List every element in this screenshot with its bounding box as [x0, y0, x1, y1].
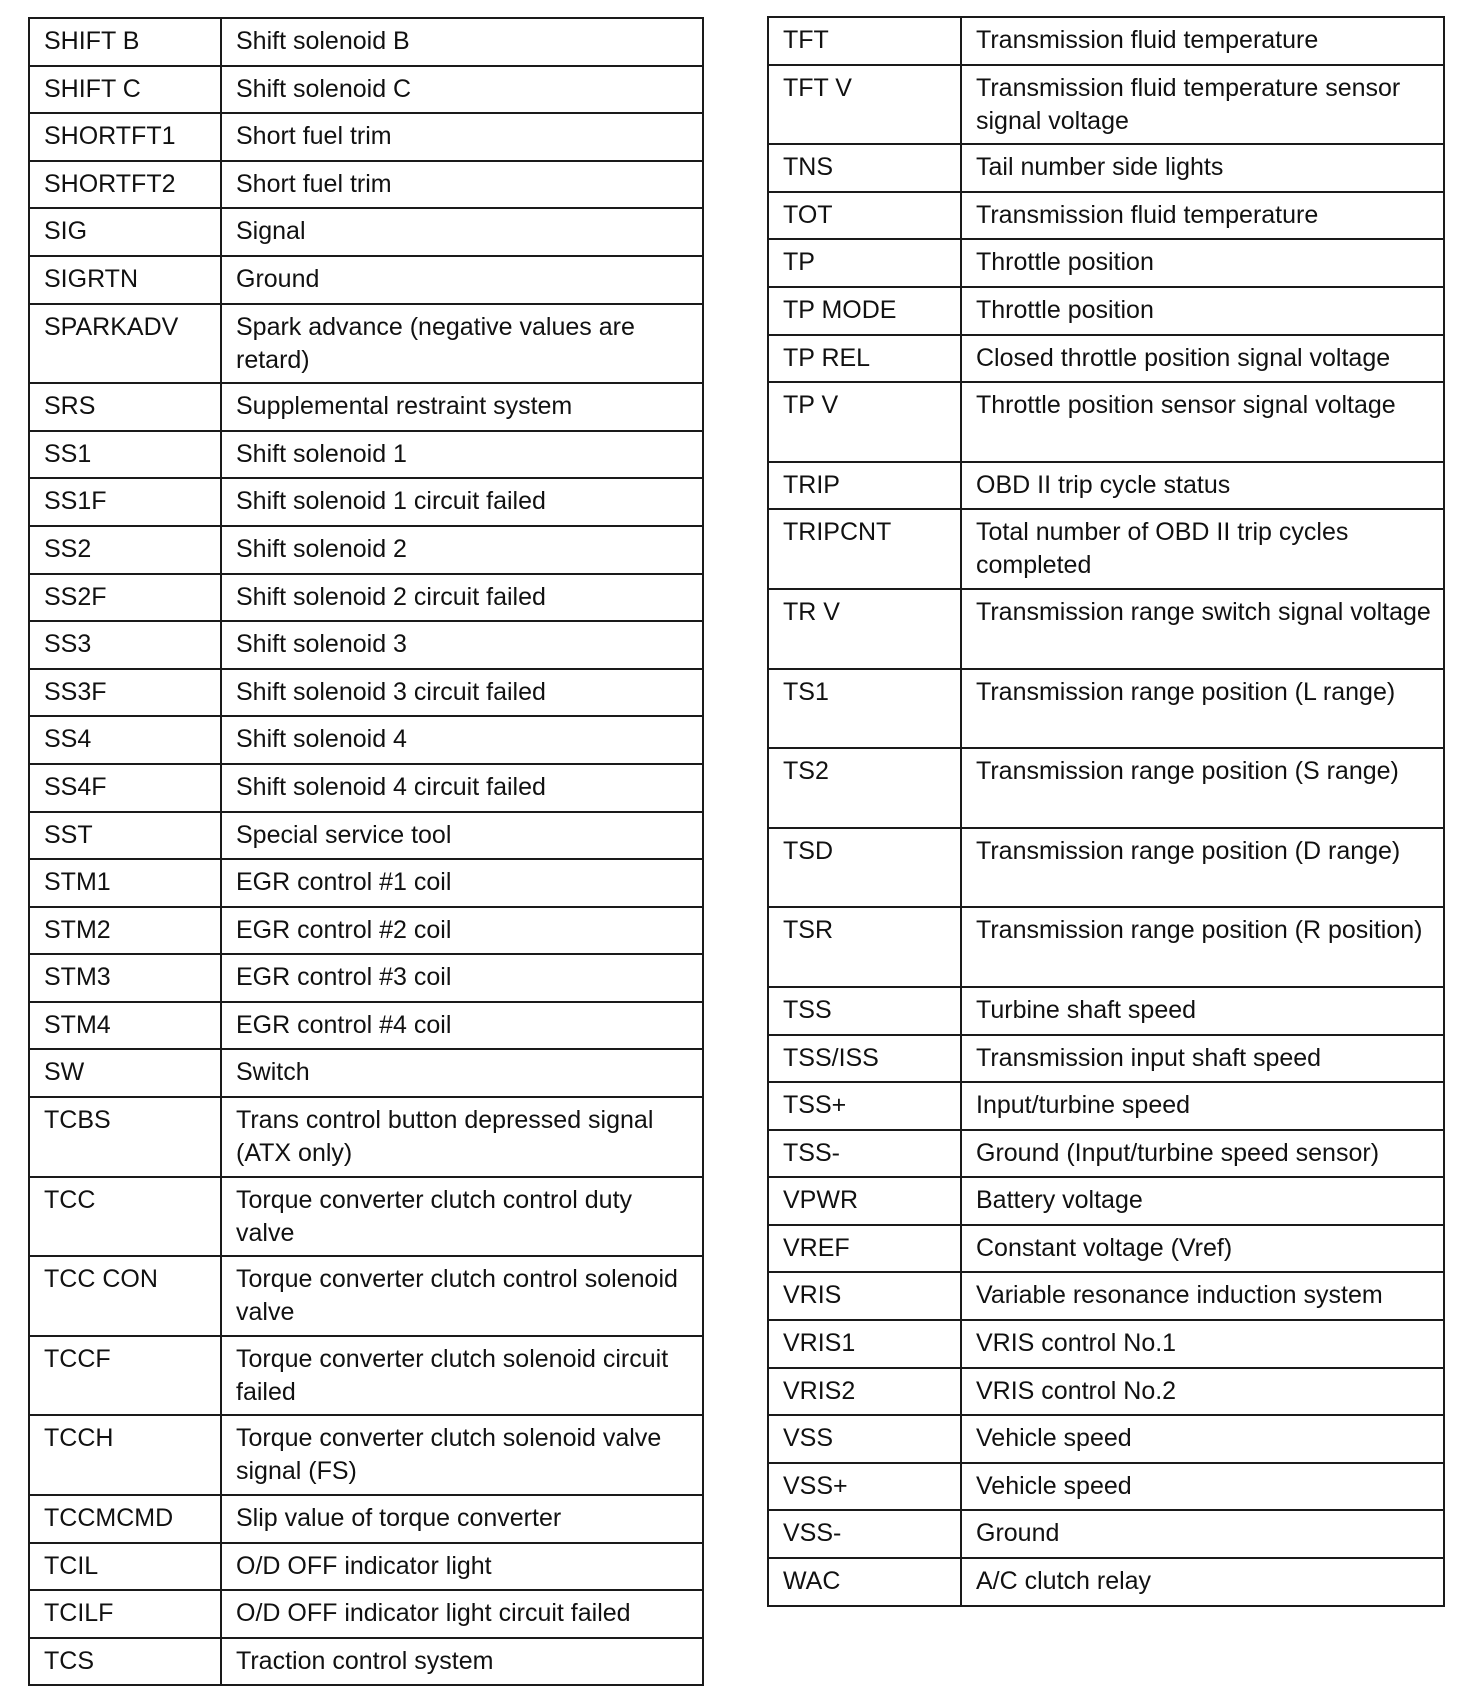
abbreviation-cell: TCCF: [29, 1336, 221, 1416]
table-row: [29, 478, 703, 526]
abbreviation-cell: SHIFT C: [29, 66, 221, 114]
definition-cell: VRIS control No.2: [961, 1368, 1444, 1416]
definition-cell: Transmission input shaft speed: [961, 1035, 1444, 1083]
table-row: [29, 208, 703, 256]
table-row: [29, 431, 703, 479]
table-row: [768, 509, 1444, 589]
definition-cell: Torque converter clutch solenoid valve signal (FS): [221, 1415, 703, 1495]
definition-cell: Torque converter clutch control duty valve: [221, 1177, 703, 1257]
definition-cell: EGR control #3 coil: [221, 954, 703, 1002]
table-row: [29, 574, 703, 622]
table-row: [768, 1035, 1444, 1083]
abbreviation-cell: TCCMCMD: [29, 1495, 221, 1543]
table-row: [768, 987, 1444, 1035]
table-row: [29, 812, 703, 860]
abbreviation-cell: TS2: [768, 748, 961, 828]
abbreviation-cell: TNS: [768, 144, 961, 192]
definition-cell: Shift solenoid 4: [221, 716, 703, 764]
definition-cell: Special service tool: [221, 812, 703, 860]
table-row: [29, 1590, 703, 1638]
abbreviation-cell: TSR: [768, 907, 961, 987]
table-row: [29, 1097, 703, 1177]
definition-cell: VRIS control No.1: [961, 1320, 1444, 1368]
table-row: [29, 859, 703, 907]
abbreviation-cell: TP REL: [768, 335, 961, 383]
table-row: [768, 1415, 1444, 1463]
table-row: [29, 66, 703, 114]
table-row: [29, 161, 703, 209]
definition-cell: Transmission fluid temperature: [961, 192, 1444, 240]
table-row: [768, 382, 1444, 462]
abbreviation-cell: STM2: [29, 907, 221, 955]
abbreviation-cell: VSS+: [768, 1463, 961, 1511]
definition-cell: Switch: [221, 1049, 703, 1097]
table-row: [768, 669, 1444, 749]
table-row: [29, 1336, 703, 1416]
abbreviation-cell: TOT: [768, 192, 961, 240]
definition-cell: Battery voltage: [961, 1177, 1444, 1225]
left-table-body: [29, 18, 703, 1685]
definition-cell: Ground: [221, 256, 703, 304]
table-row: [29, 1049, 703, 1097]
definition-cell: Shift solenoid 3: [221, 621, 703, 669]
table-row: [768, 1510, 1444, 1558]
table-row: [768, 462, 1444, 510]
abbreviation-cell: TP MODE: [768, 287, 961, 335]
definition-cell: Shift solenoid 2: [221, 526, 703, 574]
abbreviation-cell: VPWR: [768, 1177, 961, 1225]
definition-cell: Transmission range position (D range): [961, 828, 1444, 908]
table-row: [29, 1495, 703, 1543]
table-row: [768, 17, 1444, 65]
table-row: [768, 1130, 1444, 1178]
definition-cell: Ground: [961, 1510, 1444, 1558]
definition-cell: Throttle position: [961, 287, 1444, 335]
right-table-body: [768, 17, 1444, 1606]
table-row: [768, 1177, 1444, 1225]
abbreviation-cell: TP V: [768, 382, 961, 462]
abbreviation-cell: TFT: [768, 17, 961, 65]
table-row: [29, 1638, 703, 1686]
abbreviation-cell: TCC CON: [29, 1256, 221, 1336]
definition-cell: Ground (Input/turbine speed sensor): [961, 1130, 1444, 1178]
abbreviation-cell: TCILF: [29, 1590, 221, 1638]
definition-cell: Shift solenoid 4 circuit failed: [221, 764, 703, 812]
definition-cell: Variable resonance induction system: [961, 1272, 1444, 1320]
table-row: [29, 954, 703, 1002]
abbreviation-cell: SHORTFT2: [29, 161, 221, 209]
definition-cell: Vehicle speed: [961, 1463, 1444, 1511]
table-row: [29, 907, 703, 955]
table-row: [768, 65, 1444, 145]
abbreviation-cell: SHIFT B: [29, 18, 221, 66]
definition-cell: Signal: [221, 208, 703, 256]
abbreviation-cell: TP: [768, 239, 961, 287]
abbreviation-cell: SS4F: [29, 764, 221, 812]
definition-cell: Transmission range switch signal voltage: [961, 589, 1444, 669]
definition-cell: Turbine shaft speed: [961, 987, 1444, 1035]
abbreviation-cell: TS1: [768, 669, 961, 749]
definition-cell: O/D OFF indicator light circuit failed: [221, 1590, 703, 1638]
abbreviation-cell: TCIL: [29, 1543, 221, 1591]
table-row: [29, 1543, 703, 1591]
abbreviation-cell: WAC: [768, 1558, 961, 1606]
abbreviation-cell: SIGRTN: [29, 256, 221, 304]
definition-cell: OBD II trip cycle status: [961, 462, 1444, 510]
definition-cell: EGR control #1 coil: [221, 859, 703, 907]
table-row: [29, 1177, 703, 1257]
abbreviation-cell: SS2F: [29, 574, 221, 622]
table-row: [768, 144, 1444, 192]
table-row: [768, 192, 1444, 240]
table-row: [768, 1320, 1444, 1368]
table-row: [29, 256, 703, 304]
table-row: [29, 764, 703, 812]
abbreviation-cell: TR V: [768, 589, 961, 669]
definition-cell: Shift solenoid B: [221, 18, 703, 66]
definition-cell: Vehicle speed: [961, 1415, 1444, 1463]
definition-cell: Shift solenoid C: [221, 66, 703, 114]
definition-cell: Shift solenoid 3 circuit failed: [221, 669, 703, 717]
table-row: [768, 907, 1444, 987]
abbreviation-cell: TSS: [768, 987, 961, 1035]
definition-cell: Total number of OBD II trip cycles completed: [961, 509, 1444, 589]
abbreviation-cell: TRIPCNT: [768, 509, 961, 589]
abbreviation-cell: STM3: [29, 954, 221, 1002]
definition-cell: Torque converter clutch control solenoid valve: [221, 1256, 703, 1336]
abbreviation-cell: TCS: [29, 1638, 221, 1686]
definition-cell: O/D OFF indicator light: [221, 1543, 703, 1591]
abbreviation-cell: SS4: [29, 716, 221, 764]
abbreviation-cell: VREF: [768, 1225, 961, 1273]
table-row: [29, 304, 703, 384]
table-row: [29, 526, 703, 574]
definition-cell: Shift solenoid 1: [221, 431, 703, 479]
definition-cell: Shift solenoid 1 circuit failed: [221, 478, 703, 526]
abbreviation-cell: VRIS: [768, 1272, 961, 1320]
table-row: [768, 589, 1444, 669]
table-row: [768, 1272, 1444, 1320]
abbreviation-cell: SPARKADV: [29, 304, 221, 384]
definition-cell: Tail number side lights: [961, 144, 1444, 192]
table-row: [29, 669, 703, 717]
abbreviation-cell: SS3: [29, 621, 221, 669]
definition-cell: EGR control #2 coil: [221, 907, 703, 955]
abbreviation-cell: VSS-: [768, 1510, 961, 1558]
abbreviation-cell: STM4: [29, 1002, 221, 1050]
definition-cell: Throttle position sensor signal voltage: [961, 382, 1444, 462]
definition-cell: Input/turbine speed: [961, 1082, 1444, 1130]
definition-cell: Closed throttle position signal voltage: [961, 335, 1444, 383]
table-row: [29, 1002, 703, 1050]
abbreviation-cell: SIG: [29, 208, 221, 256]
table-row: [29, 1415, 703, 1495]
abbreviation-cell: TRIP: [768, 462, 961, 510]
definition-cell: Slip value of torque converter: [221, 1495, 703, 1543]
abbreviation-cell: VSS: [768, 1415, 961, 1463]
table-row: [768, 1368, 1444, 1416]
definition-cell: Transmission range position (S range): [961, 748, 1444, 828]
abbreviation-cell: VRIS2: [768, 1368, 961, 1416]
table-row: [768, 1225, 1444, 1273]
definition-cell: EGR control #4 coil: [221, 1002, 703, 1050]
table-row: [768, 1082, 1444, 1130]
abbreviation-cell: SHORTFT1: [29, 113, 221, 161]
table-row: [29, 18, 703, 66]
left-abbreviation-table: [28, 17, 704, 1686]
abbreviation-cell: TSS+: [768, 1082, 961, 1130]
definition-cell: Traction control system: [221, 1638, 703, 1686]
abbreviation-cell: SST: [29, 812, 221, 860]
table-row: [29, 1256, 703, 1336]
table-row: [768, 287, 1444, 335]
definition-cell: Throttle position: [961, 239, 1444, 287]
definition-cell: Short fuel trim: [221, 161, 703, 209]
table-row: [29, 621, 703, 669]
definition-cell: Supplemental restraint system: [221, 383, 703, 431]
abbreviation-cell: SRS: [29, 383, 221, 431]
table-row: [29, 716, 703, 764]
right-abbreviation-table: [767, 16, 1445, 1607]
definition-cell: Constant voltage (Vref): [961, 1225, 1444, 1273]
table-row: [29, 383, 703, 431]
definition-cell: Transmission fluid temperature sensor signal voltage: [961, 65, 1444, 145]
abbreviation-cell: SS1: [29, 431, 221, 479]
abbreviation-cell: TSD: [768, 828, 961, 908]
definition-cell: A/C clutch relay: [961, 1558, 1444, 1606]
abbreviation-cell: SW: [29, 1049, 221, 1097]
table-row: [768, 1463, 1444, 1511]
abbreviation-cell: TSS/ISS: [768, 1035, 961, 1083]
definition-cell: Torque converter clutch solenoid circuit failed: [221, 1336, 703, 1416]
abbreviation-cell: SS1F: [29, 478, 221, 526]
table-row: [768, 748, 1444, 828]
abbreviation-cell: SS2: [29, 526, 221, 574]
abbreviation-cell: STM1: [29, 859, 221, 907]
abbreviation-cell: SS3F: [29, 669, 221, 717]
definition-cell: Shift solenoid 2 circuit failed: [221, 574, 703, 622]
table-row: [29, 113, 703, 161]
table-row: [768, 1558, 1444, 1606]
definition-cell: Short fuel trim: [221, 113, 703, 161]
definition-cell: Transmission range position (L range): [961, 669, 1444, 749]
table-row: [768, 239, 1444, 287]
definition-cell: Transmission fluid temperature: [961, 17, 1444, 65]
abbreviation-cell: TCC: [29, 1177, 221, 1257]
abbreviation-cell: TSS-: [768, 1130, 961, 1178]
abbreviation-cell: TCCH: [29, 1415, 221, 1495]
definition-cell: Trans control button depressed signal (ATX only): [221, 1097, 703, 1177]
definition-cell: Transmission range position (R position): [961, 907, 1444, 987]
table-row: [768, 828, 1444, 908]
definition-cell: Spark advance (negative values are retard): [221, 304, 703, 384]
table-row: [768, 335, 1444, 383]
abbreviation-cell: TFT V: [768, 65, 961, 145]
abbreviation-cell: VRIS1: [768, 1320, 961, 1368]
abbreviation-cell: TCBS: [29, 1097, 221, 1177]
